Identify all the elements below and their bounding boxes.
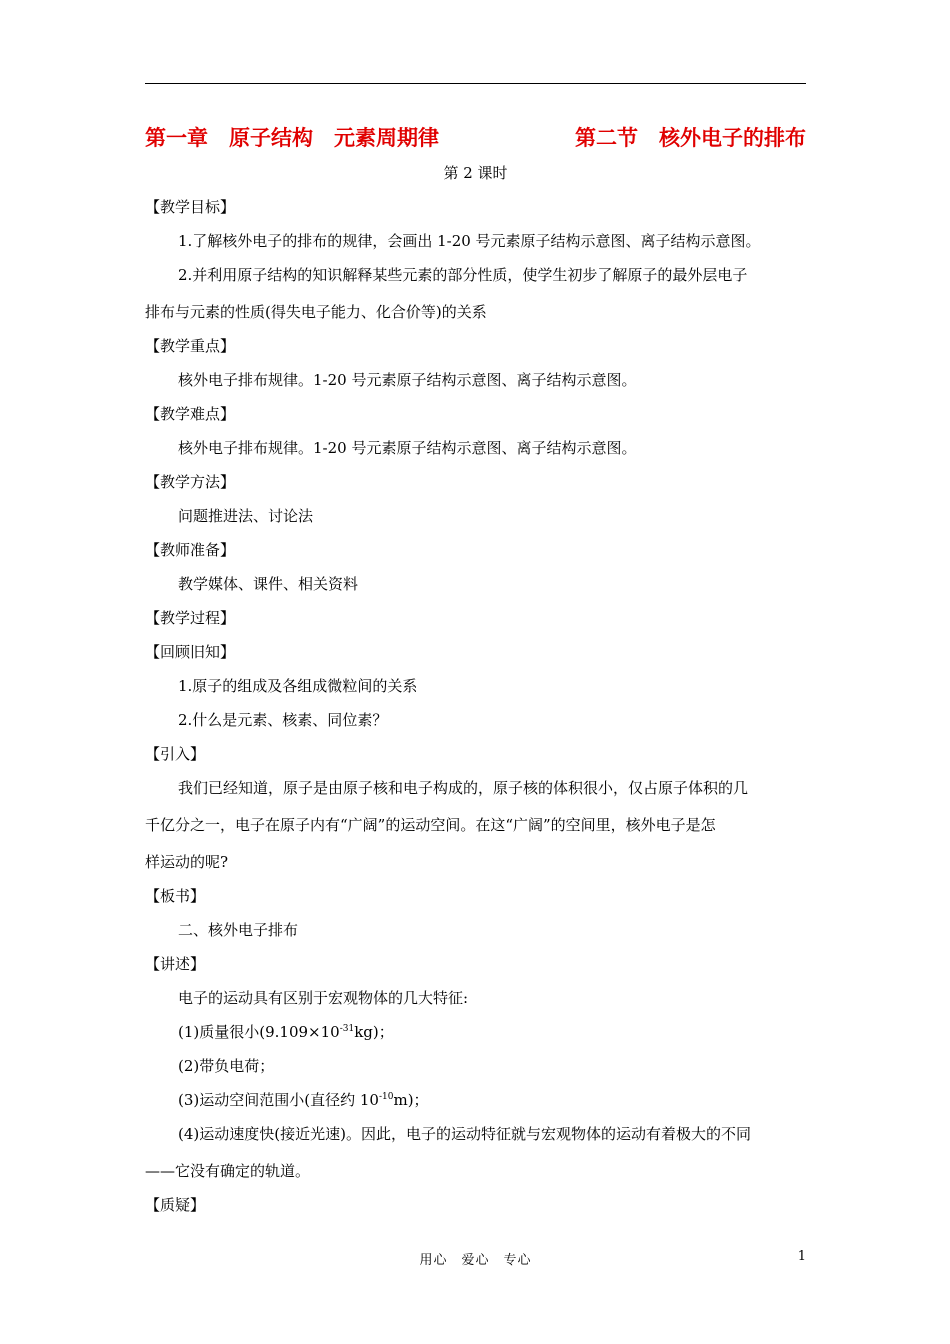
text-run: kg)； xyxy=(354,1023,394,1041)
paragraph: 2.什么是元素、核素、同位素？ xyxy=(178,711,388,729)
heading-lecture: 【讲述】 xyxy=(145,955,206,973)
exponent: -31 xyxy=(339,1024,355,1034)
exponent: -10 xyxy=(378,1092,394,1102)
paragraph: 2.并利用原子结构的知识解释某些元素的部分性质，使学生初步了解原子的最外层电子 xyxy=(178,266,748,284)
heading-key-points: 【教学重点】 xyxy=(145,337,236,355)
heading-teaching-goals: 【教学目标】 xyxy=(145,198,236,216)
lesson-number: 第 2 课时 xyxy=(443,164,508,182)
heading-process: 【教学过程】 xyxy=(145,609,236,627)
paragraph: 核外电子排布规律。1-20 号元素原子结构示意图、离子结构示意图。 xyxy=(178,371,637,389)
paragraph xyxy=(145,1089,806,1123)
paragraph: 问题推进法、讨论法 xyxy=(178,507,314,525)
paragraph: 教学媒体、课件、相关资料 xyxy=(178,575,359,593)
section-title: 第二节 核外电子的排布 xyxy=(575,125,806,150)
text-run: m)； xyxy=(393,1091,429,1109)
document-title xyxy=(145,122,806,152)
text-run: (1)质量很小(9.109×10 xyxy=(178,1023,340,1041)
paragraph: (4)运动速度快(接近光速)。因此，电子的运动特征就与宏观物体的运动有着极大的不同 xyxy=(178,1125,751,1143)
paragraph: 千亿分之一，电子在原子内有“广阔”的运动空间。在这“广阔”的空间里，核外电子是怎 xyxy=(145,816,716,834)
paragraph: 核外电子排布规律。1-20 号元素原子结构示意图、离子结构示意图。 xyxy=(178,439,637,457)
paragraph: 二、核外电子排布 xyxy=(178,921,299,939)
paragraph xyxy=(145,1021,806,1055)
paragraph: 1.原子的组成及各组成微粒间的关系 xyxy=(178,677,418,695)
header-rule xyxy=(145,83,806,84)
heading-preparation: 【教师准备】 xyxy=(145,541,236,559)
heading-introduction: 【引入】 xyxy=(145,745,206,763)
paragraph: (2)带负电荷； xyxy=(178,1057,275,1075)
document-body xyxy=(145,196,806,1228)
paragraph: ——它没有确定的轨道。 xyxy=(145,1162,311,1180)
paragraph: 电子的运动具有区别于宏观物体的几大特征: xyxy=(178,989,469,1007)
page-number: 1 xyxy=(797,1249,806,1264)
paragraph: 我们已经知道，原子是由原子核和电子构成的，原子核的体积很小，仅占原子体积的几 xyxy=(178,779,749,797)
heading-methods: 【教学方法】 xyxy=(145,473,236,491)
paragraph: 样运动的呢? xyxy=(145,853,229,871)
paragraph: 1.了解核外电子的排布的规律，会画出 1-20 号元素原子结构示意图、离子结构示意图。 xyxy=(178,232,761,250)
paragraph: 排布与元素的性质(得失电子能力、化合价等)的关系 xyxy=(145,303,487,321)
chapter-title: 第一章 原子结构 元素周期律 xyxy=(145,125,439,150)
heading-review: 【回顾旧知】 xyxy=(145,643,236,661)
heading-blackboard: 【板书】 xyxy=(145,887,206,905)
text-run: (3)运动空间范围小(直径约 10 xyxy=(178,1091,379,1109)
page-footer xyxy=(145,1249,806,1268)
footer-motto: 用心 爱心 专心 xyxy=(419,1253,532,1268)
heading-difficulties: 【教学难点】 xyxy=(145,405,236,423)
heading-question: 【质疑】 xyxy=(145,1196,206,1214)
